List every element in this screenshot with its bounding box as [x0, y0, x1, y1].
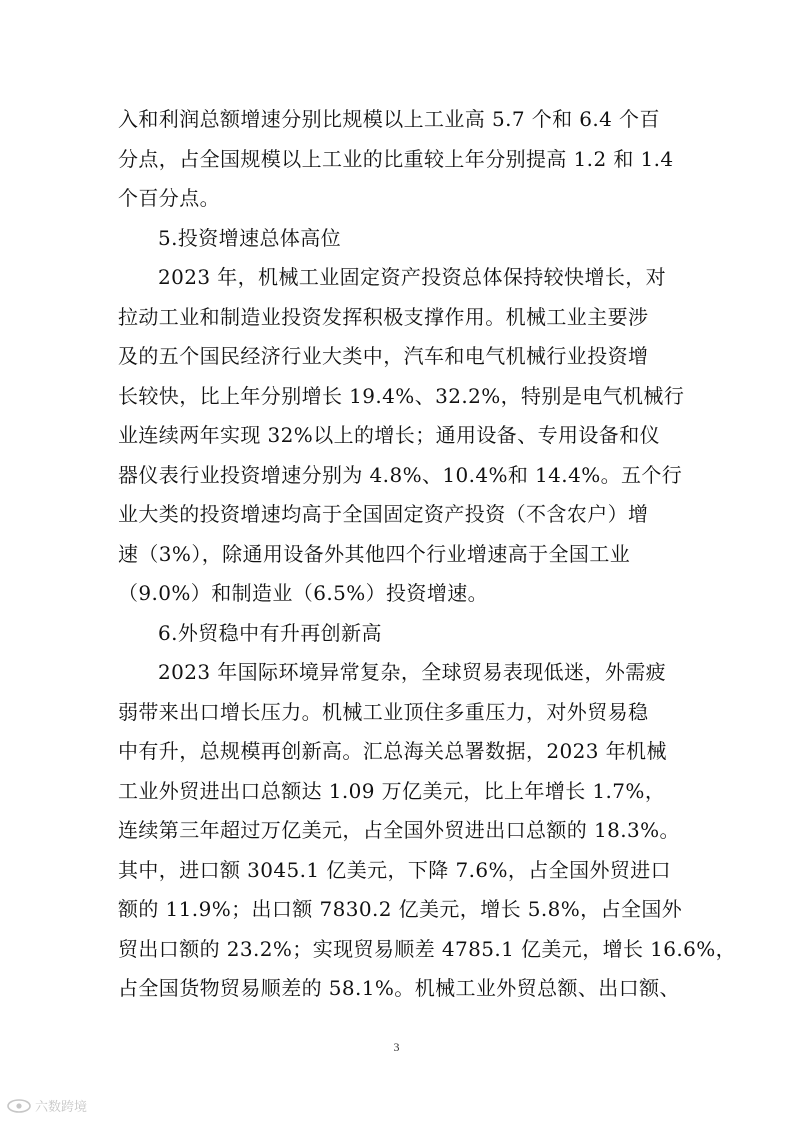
- text-line: 弱带来出口增长压力。机械工业顶住多重压力，对外贸易稳: [118, 699, 649, 724]
- text-line: 2023 年，机械工业固定资产投资总体保持较快增长，对: [158, 265, 667, 289]
- text-line: 占全国货物贸易顺差的 58.1%。机械工业外贸总额、出口额、: [118, 976, 680, 1000]
- text-line: 分点，占全国规模以上工业的比重较上年分别提高 1.2 和 1.4: [118, 146, 674, 171]
- document-body: [118, 100, 737, 1009]
- text-line: 2023 年国际环境异常复杂，全球贸易表现低迷，外需疲: [158, 660, 667, 684]
- text-line: 其中，进口额 3045.1 亿美元，下降 7.6%，占全国外贸进口: [118, 857, 672, 882]
- text-line: 中有升，总规模再创新高。汇总海关总署数据，2023 年机械: [118, 739, 667, 763]
- text-line: 6.外贸稳中有升再创新高: [158, 620, 382, 645]
- text-line: 个百分点。: [118, 186, 220, 210]
- page-number: 3: [393, 1040, 400, 1054]
- watermark: [6, 1096, 87, 1115]
- text-line: 入和利润总额增速分别比规模以上工业高 5.7 个和 6.4 个百: [118, 107, 660, 131]
- text-line: 拉动工业和制造业投资发挥积极支撑作用。机械工业主要涉: [118, 304, 649, 329]
- watermark-text: 六数跨境: [35, 1100, 88, 1115]
- text-line: （9.0%）和制造业（6.5%）投资增速。: [118, 581, 489, 605]
- text-line: 业连续两年实现 32%以上的增长；通用设备、专用设备和仪: [118, 423, 661, 447]
- text-line: 工业外贸进出口总额达 1.09 万亿美元，比上年增长 1.7%，: [118, 778, 666, 803]
- text-line: 额的 11.9%；出口额 7830.2 亿美元，增长 5.8%，占全国外: [118, 897, 683, 921]
- text-line: 器仪表行业投资增速分别为 4.8%、10.4%和 14.4%。五个行: [118, 462, 683, 487]
- text-line: 及的五个国民经济行业大类中，汽车和电气机械行业投资增: [118, 344, 649, 368]
- text-line: 速（3%），除通用设备外其他四个行业增速高于全国工业: [118, 541, 631, 566]
- text-line: 贸出口额的 23.2%；实现贸易顺差 4785.1 亿美元，增长 16.6%，: [118, 936, 737, 961]
- text-line: 长较快，比上年分别增长 19.4%、32.2%，特别是电气机械行: [118, 383, 685, 408]
- text-line: 业大类的投资增速均高于全国固定资产投资（不含农户）增: [118, 502, 649, 526]
- text-line: 5.投资增速总体高位: [158, 225, 342, 250]
- text-line: 连续第三年超过万亿美元，占全国外贸进出口总额的 18.3%。: [118, 818, 680, 842]
- eye-logo-icon: [6, 1098, 32, 1114]
